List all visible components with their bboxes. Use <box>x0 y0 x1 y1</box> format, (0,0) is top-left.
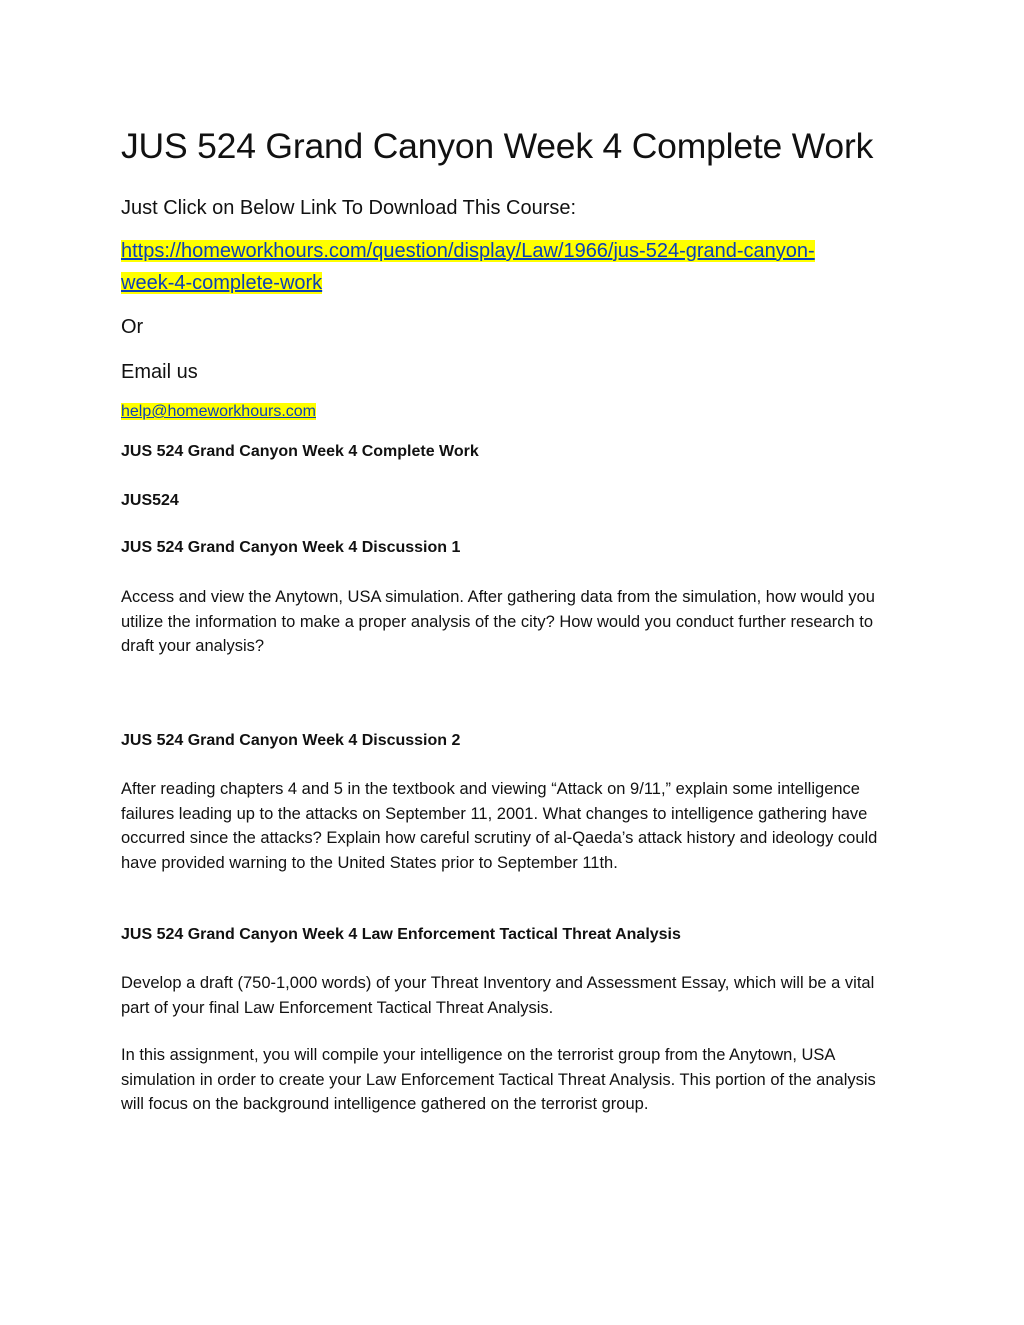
email-link[interactable] <box>121 401 316 423</box>
email-address[interactable]: help@homeworkhours.com <box>121 403 316 420</box>
discussion-1-paragraph: Access and view the Anytown, USA simulation. After gathering data from the simulation, how would you utilize the information to make a proper analysis of the city? How would you conduct further research to draft your analysis? <box>121 588 875 655</box>
document-title: JUS 524 Grand Canyon Week 4 Complete Work <box>121 126 874 166</box>
section-heading-threat-analysis: JUS 524 Grand Canyon Week 4 Law Enforcement Tactical Threat Analysis <box>121 926 681 943</box>
section-heading-discussion-1: JUS 524 Grand Canyon Week 4 Discussion 1 <box>121 539 461 556</box>
or-text: Or <box>121 316 144 338</box>
download-intro-text: Just Click on Below Link To Download This Course: <box>121 197 577 219</box>
threat-analysis-paragraph-2: In this assignment, you will compile your intelligence on the terrorist group from the Anytown, USA simulation in order to create your Law Enforcement Tactical Threat Analysis. This portion of the analysis will focus on the background intelligence gathered on the terrorist group. <box>121 1046 876 1113</box>
complete-work-heading: JUS 524 Grand Canyon Week 4 Complete Work <box>121 443 479 460</box>
download-link-line-2[interactable]: week-4-complete-work <box>121 272 323 294</box>
email-label: Email us <box>121 361 198 383</box>
discussion-2-paragraph: After reading chapters 4 and 5 in the textbook and viewing “Attack on 9/11,” explain some intelligence failures leading up to the attacks on September 11, 2001. What changes to intelligence gathering have occurred since the attacks? Explain how careful scrutiny of al-Qaeda’s attack history and ideology could have provided warning to the United States prior to September 11th. <box>121 780 878 872</box>
download-link-line-1[interactable]: https://homeworkhours.com/question/display/Law/1966/jus-524-grand-canyon- <box>121 240 815 262</box>
threat-analysis-paragraph-1: Develop a draft (750-1,000 words) of your Threat Inventory and Assessment Essay, which will be a vital part of your final Law Enforcement Tactical Threat Analysis. <box>121 974 875 1017</box>
download-link[interactable] <box>121 235 901 299</box>
course-code: JUS524 <box>121 492 179 509</box>
section-heading-discussion-2: JUS 524 Grand Canyon Week 4 Discussion 2 <box>121 732 461 749</box>
